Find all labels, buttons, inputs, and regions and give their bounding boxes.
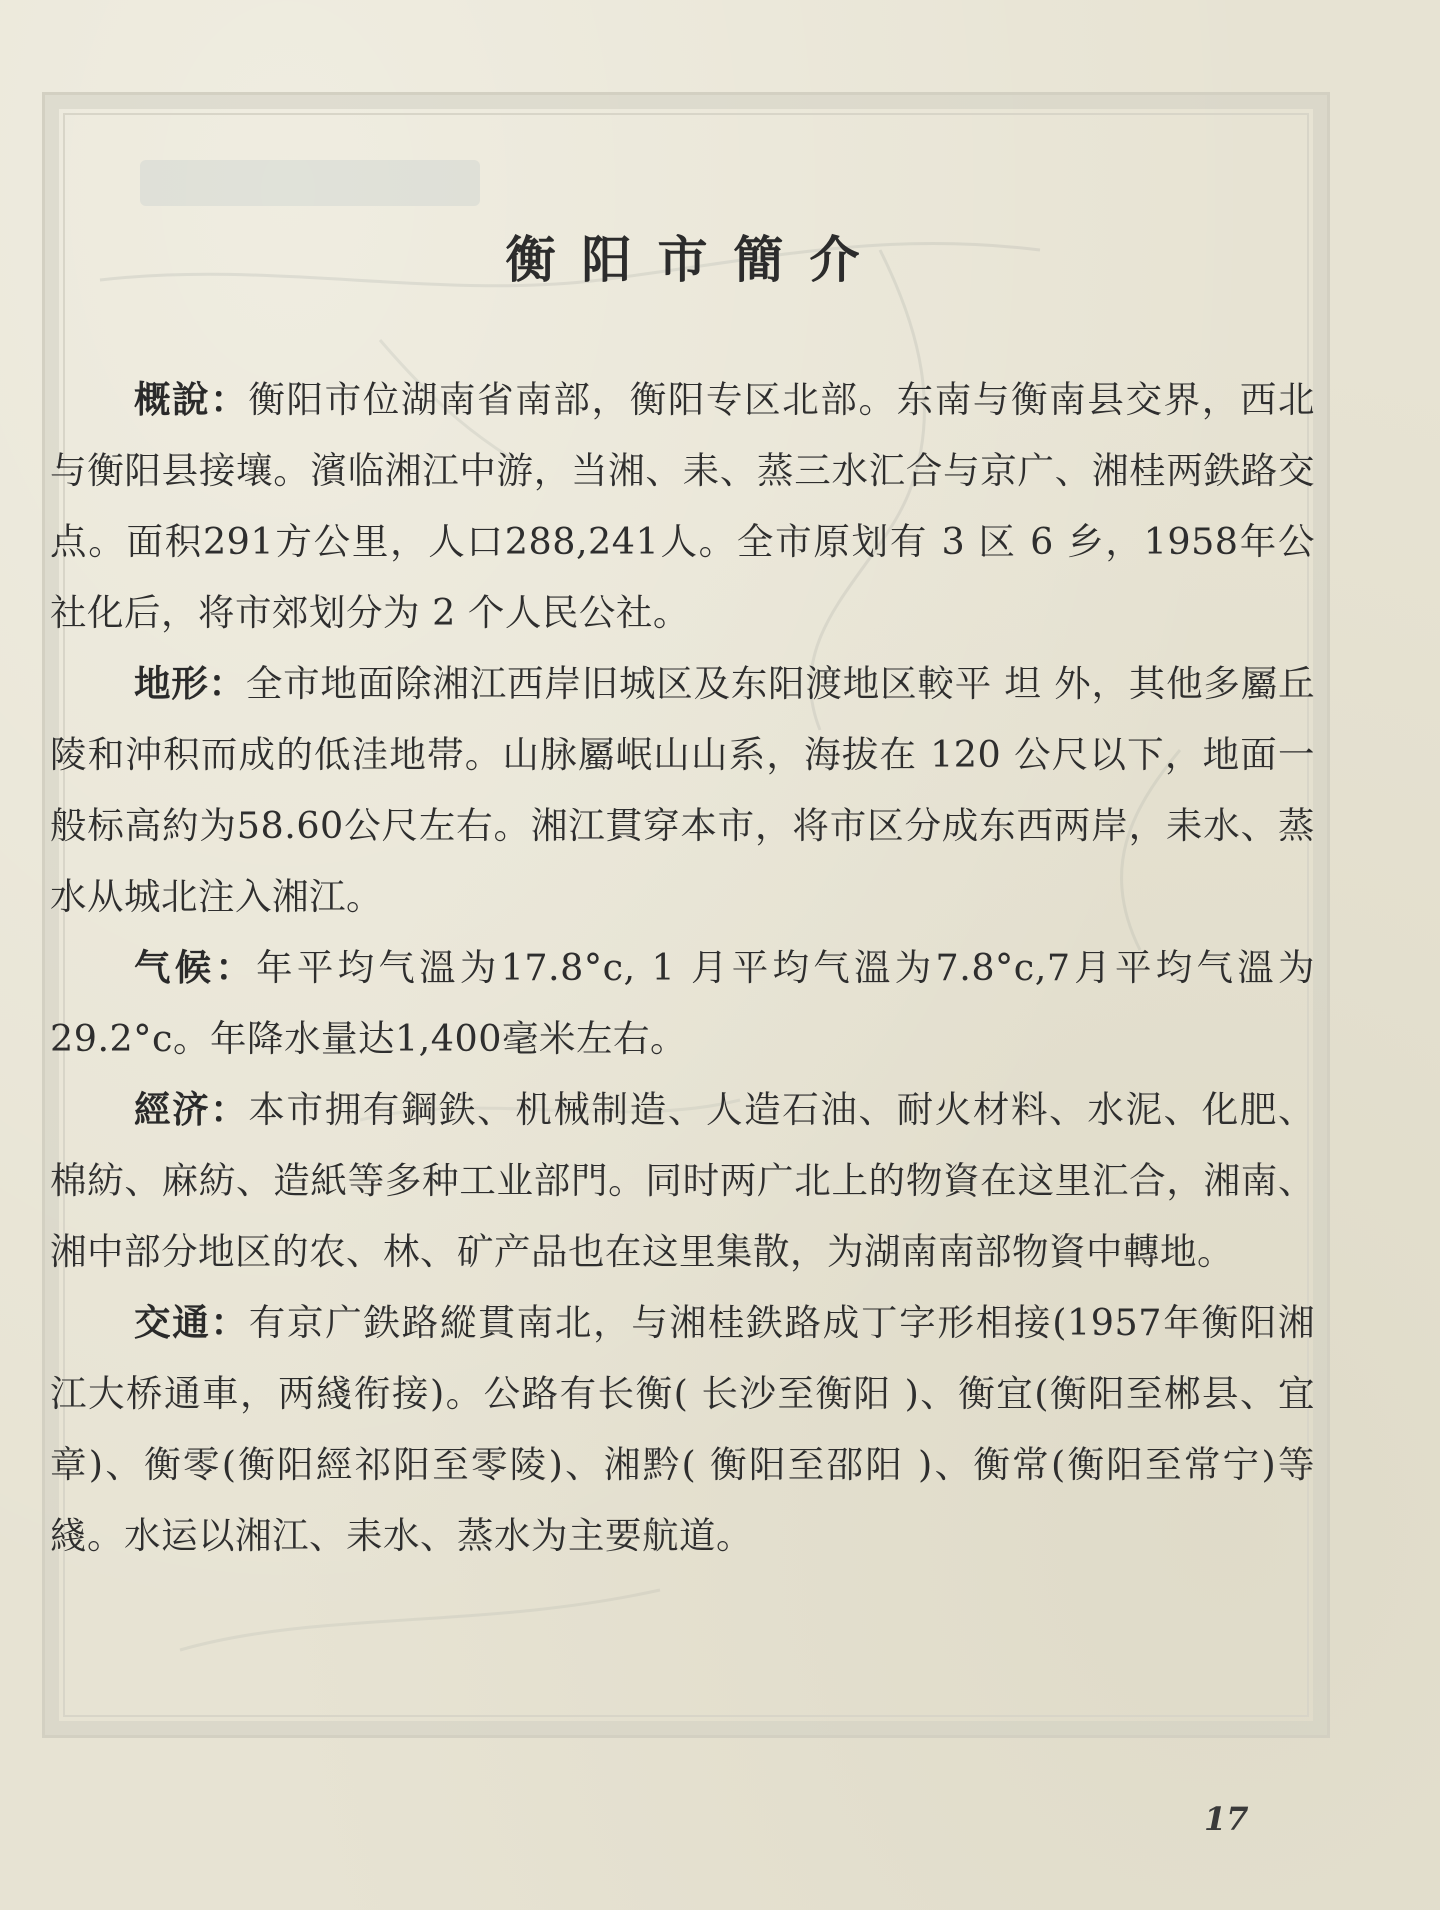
section-heading: 气候： [133, 946, 257, 989]
section-paragraph [50, 364, 1315, 648]
section-overview [50, 364, 1315, 648]
section-text: 衡阳市位湖南省南部，衡阳专区北部。东南与衡南县交界，西北与衡阳县接壤。濱临湘江中游，当湘、耒、蒸三水汇合与京广、湘桂两鉄路交点。面积291方公里，人口288,241人。全市原划有 3 区 6 乡，1958年公社化后，将市郊划分为 2 个人民公社。 [50, 378, 1315, 634]
document-content [50, 200, 1315, 1571]
section-economy [50, 1074, 1315, 1287]
section-paragraph [50, 1074, 1315, 1287]
section-text: 有京广鉄路縱貫南北，与湘桂鉄路成丁字形相接(1957年衡阳湘江大桥通車，两綫衔接)。公路有长衡( 长沙至衡阳 )、衡宜(衡阳至郴县、宜章)、衡零(衡阳經祁阳至零陵)、湘黔( 衡阳至邵阳 )、衡常(衡阳至常宁)等綫。水运以湘江、耒水、蒸水为主要航道。 [50, 1301, 1315, 1557]
section-heading: 地形： [133, 662, 246, 705]
section-text: 年平均气溫为17.8°c, 1 月平均气溫为7.8°c,7月平均气溫为29.2°c。年降水量达1,400毫米左右。 [50, 946, 1315, 1060]
section-paragraph [50, 648, 1315, 932]
section-transport [50, 1287, 1315, 1571]
section-paragraph [50, 932, 1315, 1074]
section-heading: 經济： [133, 1088, 249, 1131]
section-terrain [50, 648, 1315, 932]
section-text: 本市拥有鋼鉄、机械制造、人造石油、耐火材料、水泥、化肥、棉紡、麻紡、造紙等多种工业部門。同时两广北上的物資在这里汇合，湘南、湘中部分地区的农、林、矿产品也在这里集散，为湖南南部物資中轉地。 [50, 1088, 1315, 1273]
section-paragraph [50, 1287, 1315, 1571]
section-heading: 交通： [133, 1301, 249, 1344]
section-heading: 概說： [133, 378, 249, 421]
page-number: 17 [1204, 1800, 1249, 1838]
document-title: 衡阳市簡介 [505, 230, 886, 289]
section-climate [50, 932, 1315, 1074]
section-text: 全市地面除湘江西岸旧城区及东阳渡地区較平 坦 外，其他多屬丘陵和沖积而成的低洼地帯。山脉屬岷山山系，海拔在 120 公尺以下，地面一般标高約为58.60公尺左右。湘江貫穿本市，将市区分成东西两岸，耒水、蒸水从城北注入湘江。 [50, 662, 1315, 918]
